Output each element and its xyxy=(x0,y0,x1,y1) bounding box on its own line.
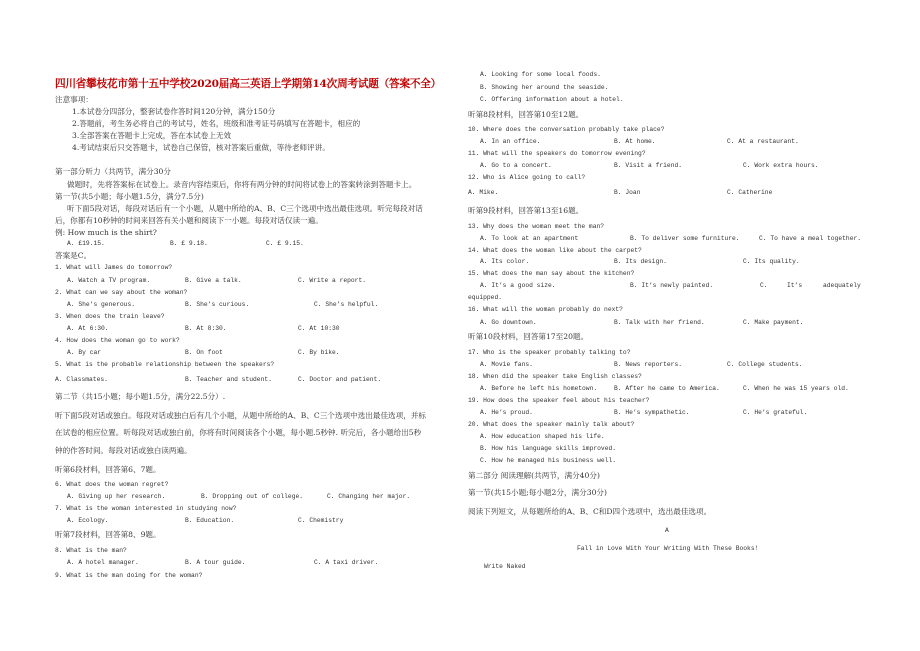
question-text: 6. What does the woman regret? xyxy=(55,481,169,488)
instruction-text: 注意事项： xyxy=(55,95,93,104)
instruction-text: 4.考试结束后只交答题卡，试卷自己保管，核对答案后重做，等待老师评讲。 xyxy=(72,143,330,152)
instruction-text: 听第7段材料，回答第8、9题。 xyxy=(55,530,161,539)
answer-option: A. Before he left his hometown. xyxy=(480,385,598,392)
answer-option: B. Talk with her friend. xyxy=(614,319,705,326)
answer-option: C. £ 9.15. xyxy=(266,240,304,247)
question-text: A. How education shaped his life. xyxy=(480,433,605,440)
instruction-text: 听第9段材料，回答第13至16题。 xyxy=(468,206,584,215)
answer-option: A. To look at an apartment xyxy=(480,235,579,242)
instruction-text: 听第8段材料，回答第10至12题。 xyxy=(468,110,584,119)
answer-option: C. Its quality. xyxy=(743,258,800,265)
answer-option: C. At a restaurant. xyxy=(727,138,799,145)
instruction-text: 例: How much is the shirt? xyxy=(55,228,157,237)
answer-option: B. Dropping out of college. xyxy=(201,493,304,500)
answer-option: A. He’s proud. xyxy=(480,409,533,416)
answer-option: A. Ecology. xyxy=(67,517,109,524)
answer-option: C. When he was 15 years old. xyxy=(743,385,849,392)
question-text: 15. What does the man say about the kitchen? xyxy=(468,270,635,277)
question-text: 13. Why does the woman meet the man? xyxy=(468,223,605,230)
question-text: 10. Where does the conversation probably take place? xyxy=(468,126,665,133)
question-text: 12. Who is Alice going to call? xyxy=(468,174,586,181)
answer-option: C. Make payment. xyxy=(743,319,804,326)
answer-option: B. She’s curious. xyxy=(185,301,250,308)
answer-option: A. It’s a good size. xyxy=(480,282,556,289)
instruction-text: 3.全部答案在答题卡上完成，答在本试卷上无效 xyxy=(72,131,232,140)
question-text: 3. When does the train leave? xyxy=(55,313,165,320)
instruction-text: 后，你都有10秒钟的时间来回答有关小题和阅读下一小题。每段对话仅读一遍。 xyxy=(55,216,323,225)
question-text: 4. How does the woman go to work? xyxy=(55,337,180,344)
question-text: 17. Who is the speaker probably talking to? xyxy=(468,349,631,356)
answer-option: A. A hotel manager. xyxy=(67,559,139,566)
answer-option: A. Its color. xyxy=(480,258,530,265)
instruction-text: 1.本试卷分四部分，整套试卷作答时间120分钟，满分150分 xyxy=(72,107,276,116)
exam-title: 四川省攀枝花市第十五中学校2020届高三英语上学期第14次周考试题（答案不全） xyxy=(55,78,442,90)
answer-option: C. He’s grateful. xyxy=(743,409,808,416)
instruction-text: 在试卷的相应位置。听每段对话或独白前，你将有时间阅读各个小题，每小题.5秒钟. 听完后，各小题给出5秒 xyxy=(55,428,422,437)
instruction-text: 第二节（共15小题；每小题1.5分，满分22.5分）. xyxy=(55,392,226,401)
answer-option: C. A taxi driver. xyxy=(314,559,379,566)
question-text: B. Showing her around the seaside. xyxy=(480,84,609,91)
answer-option: B. Joan xyxy=(614,189,641,196)
answer-option: B. It’s newly painted. xyxy=(630,282,714,289)
question-text: A. Looking for some local foods. xyxy=(480,71,601,78)
answer-option: A. Mike. xyxy=(468,189,499,196)
answer-option: C. At 10:30 xyxy=(298,325,340,332)
instruction-text: 听第10段材料，回答第17至20题。 xyxy=(468,332,589,341)
instruction-text: 第二部分 阅读理解(共两节，满分40分) xyxy=(468,471,600,480)
question-text: 11. What will the speakers do tomorrow evening? xyxy=(468,150,646,157)
answer-option: C. To have a meal together. xyxy=(759,235,862,242)
answer-option: C. Catherine xyxy=(727,189,773,196)
instruction-text: 第一节(共5小题；每小题1.5分，满分7.5分) xyxy=(55,192,204,201)
answer-option: B. Its design. xyxy=(614,258,667,265)
answer-option: A. Giving up her research. xyxy=(67,493,166,500)
question-text: 5. What is the probable relationship between the speakers? xyxy=(55,361,275,368)
answer-option: B. At home. xyxy=(614,138,656,145)
answer-option: B. To deliver some furniture. xyxy=(630,235,740,242)
answer-option: A. Movie fans. xyxy=(480,361,533,368)
answer-option: B. At 8:30. xyxy=(185,325,227,332)
answer-option: B. Teacher and student. xyxy=(185,376,272,383)
question-text: C. Offering information about a hotel. xyxy=(480,96,624,103)
instruction-text: 阅读下列短文，从每题所给的A、B、C和D四个选项中，选出最佳选项。 xyxy=(468,507,712,516)
instruction-text: 第一节(共15小题;每小题2分，满分30分) xyxy=(468,488,607,497)
question-text: A xyxy=(665,527,669,534)
question-text: 18. When did the speaker take English classes? xyxy=(468,373,642,380)
instruction-text: 第一部分听力（共两节，满分30分 xyxy=(55,167,171,176)
question-text: 2. What can we say about the woman? xyxy=(55,289,188,296)
answer-option: C. Chemistry xyxy=(298,517,344,524)
answer-option: It’s xyxy=(787,282,803,289)
answer-option: B. Visit a friend. xyxy=(614,162,683,169)
answer-option: B. News reporters. xyxy=(614,361,683,368)
question-text: C. How he managed his business well. xyxy=(480,457,617,464)
answer-option: B. Give a talk. xyxy=(185,277,242,284)
answer-option: B. He’s sympathetic. xyxy=(614,409,690,416)
instruction-text: 答案是C。 xyxy=(55,251,92,260)
answer-option: A. At 6:30. xyxy=(67,325,109,332)
question-text: B. How his language skills improved. xyxy=(480,445,617,452)
answer-option: C. Write a report. xyxy=(298,277,367,284)
instruction-text: 2.答题前，考生务必将自己的考试号，姓名，班级和准考证号码填写在答题卡，相应的 xyxy=(72,119,361,128)
question-text: Write Naked xyxy=(484,563,526,570)
answer-option: C. She’s helpful. xyxy=(314,301,379,308)
answer-option: C. College students. xyxy=(727,361,803,368)
answer-option: B. After he came to America. xyxy=(614,385,720,392)
instruction-text: 钟的作答时间。每段对话或独白读两遍。 xyxy=(55,446,192,455)
question-text: 9. What is the man doing for the woman? xyxy=(55,572,203,579)
instruction-text: 听下面5段对话或独白。每段对话或独白后有几个小题，从题中所给的A、B、C三个选项中选出最佳选项，并标 xyxy=(55,411,427,420)
question-text: Fall in Love With Your Writing With These Books! xyxy=(577,545,759,552)
question-text: 19. How does the speaker feel about his teacher? xyxy=(468,397,650,404)
answer-option: adequately xyxy=(823,282,861,289)
question-text: 7. What is the woman interested in studying now? xyxy=(55,505,237,512)
answer-option: B. Education. xyxy=(185,517,235,524)
answer-option: A. Go downtown. xyxy=(480,319,537,326)
answer-option: C. Work extra hours. xyxy=(743,162,819,169)
answer-option: B. On foot xyxy=(185,349,223,356)
instruction-text: 做题时，先将答案标在试卷上。录音内容结束后，你将有两分钟的时间将试卷上的答案转涂到答题卡上。 xyxy=(67,180,417,189)
answer-option: A. Classmates. xyxy=(55,376,108,383)
answer-option: B. £ 9.18. xyxy=(170,240,208,247)
answer-option: A. By car xyxy=(67,349,102,356)
question-text: 16. What will the woman probably do next? xyxy=(468,306,623,313)
answer-option: C. xyxy=(760,282,768,289)
answer-option: A. She’s generous. xyxy=(67,301,136,308)
answer-option: A. Go to a concert. xyxy=(480,162,552,169)
question-text: 20. What does the speaker mainly talk about? xyxy=(468,421,635,428)
question-text: 1. What will James do tomorrow? xyxy=(55,264,173,271)
answer-option: A. In an office. xyxy=(480,138,541,145)
question-text: 8. What is the man? xyxy=(55,547,127,554)
answer-option: C. Doctor and patient. xyxy=(298,376,382,383)
question-text: 14. What does the woman like about the carpet? xyxy=(468,247,642,254)
answer-option: B. A tour guide. xyxy=(185,559,246,566)
instruction-text: 听第6段材料，回答第6、7题。 xyxy=(55,465,161,474)
answer-option: A. £19.15. xyxy=(67,240,105,247)
answer-option: A. Watch a TV program. xyxy=(67,277,151,284)
question-text: equipped. xyxy=(468,294,503,301)
answer-option: C. By bike. xyxy=(298,349,340,356)
instruction-text: 听下面5段对话，每段对话后有一个小题，从题中所给的A、B、C三个选项中选出最佳选项。听完每段对话 xyxy=(67,204,423,213)
answer-option: C. Changing her major. xyxy=(327,493,411,500)
